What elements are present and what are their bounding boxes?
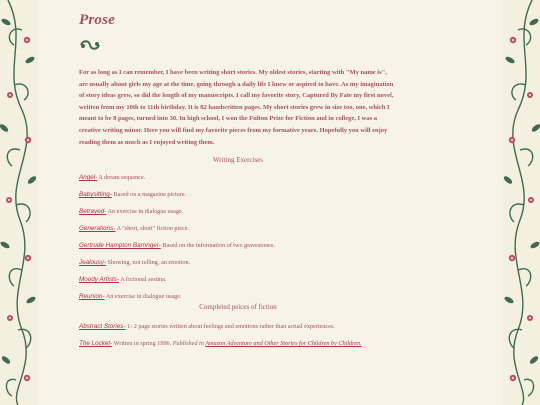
list-item (79, 275, 397, 284)
main-content (79, 12, 397, 356)
item-description: A fictional sestina. (119, 276, 167, 284)
swirl-ornament-icon (79, 39, 101, 51)
amazon-adventure-link[interactable]: Amazon Adventure and Other Stories for Children by Children. (205, 340, 362, 348)
writing-exercises-heading: Writing Exercises (212, 156, 264, 165)
angel-link[interactable]: Angel- (79, 174, 98, 182)
the-locket-link[interactable]: The Locket- (79, 340, 113, 348)
item-description: A dream sequence. (97, 174, 146, 182)
item-description: Based on the information of two gravestones. (160, 242, 275, 250)
completed-pieces-heading: Completed peices of fiction (199, 303, 277, 312)
writing-exercises-list (79, 173, 397, 301)
list-item (79, 241, 397, 250)
completed-pieces-list (79, 322, 397, 348)
published-in-label: Published in (172, 340, 206, 348)
floral-border-left (0, 0, 38, 405)
item-description: An exercise in dialogue usage. (104, 293, 182, 301)
moody-artists-link[interactable]: Moody Artists- (79, 276, 120, 284)
generations-link[interactable]: Generations- (79, 225, 116, 233)
abstract-stories-link[interactable]: Abstract Stories- (79, 323, 126, 331)
list-item (79, 207, 397, 216)
item-description: Showing, not telling, an emotion. (105, 259, 191, 267)
reunion-link[interactable]: Reunion- (79, 293, 105, 301)
list-item (79, 190, 397, 199)
item-description: A "short, short" fiction piece. (115, 225, 190, 233)
item-description: An exercise in dialogue usage. (106, 208, 184, 216)
floral-border-right (502, 0, 540, 405)
list-item (79, 339, 397, 348)
item-description: Written in spring 1996. (112, 340, 173, 348)
item-description: Based on a magazine picture. (111, 191, 187, 199)
betrayed-link[interactable]: Betrayed- (79, 208, 107, 216)
page-title: Prose (79, 12, 115, 28)
list-item (79, 322, 397, 331)
intro-paragraph: For as long as I can remember, I have been writing short stories. My oldest stories, starting with "My name is", are usually about girls my age at the time, going through a daily life I knew or aspired to have. As my imagination of story ideas grew, so did the length of my manuscripts. I call my favorite story, Captured By Fate my first novel, written from my 10th to 11th birthday. It is 82 handwritten pages. My short stories grew in size too, one, which I meant to be 8 pages, turned into 30. In high school, I won the Fulton Prize for Fiction and in college, I was a creative writing minor. Here you will find my favorite pieces from my formative years. Hopefully you will enjoy reading them as much as I enjoyed writing them. (79, 69, 394, 146)
jealousy-link[interactable]: Jealousy- (79, 259, 106, 267)
babysitting-link[interactable]: Babysitting- (79, 191, 112, 199)
list-item (79, 258, 397, 267)
gertrude-hampton-barringer-link[interactable]: Gertrude Hampton Barringer- (79, 242, 161, 250)
item-description: 1- 2 page stories written about feelings and emotions rather than actual experiences. (125, 323, 335, 331)
list-item (79, 224, 397, 233)
list-item (79, 173, 397, 182)
list-item (79, 292, 397, 301)
